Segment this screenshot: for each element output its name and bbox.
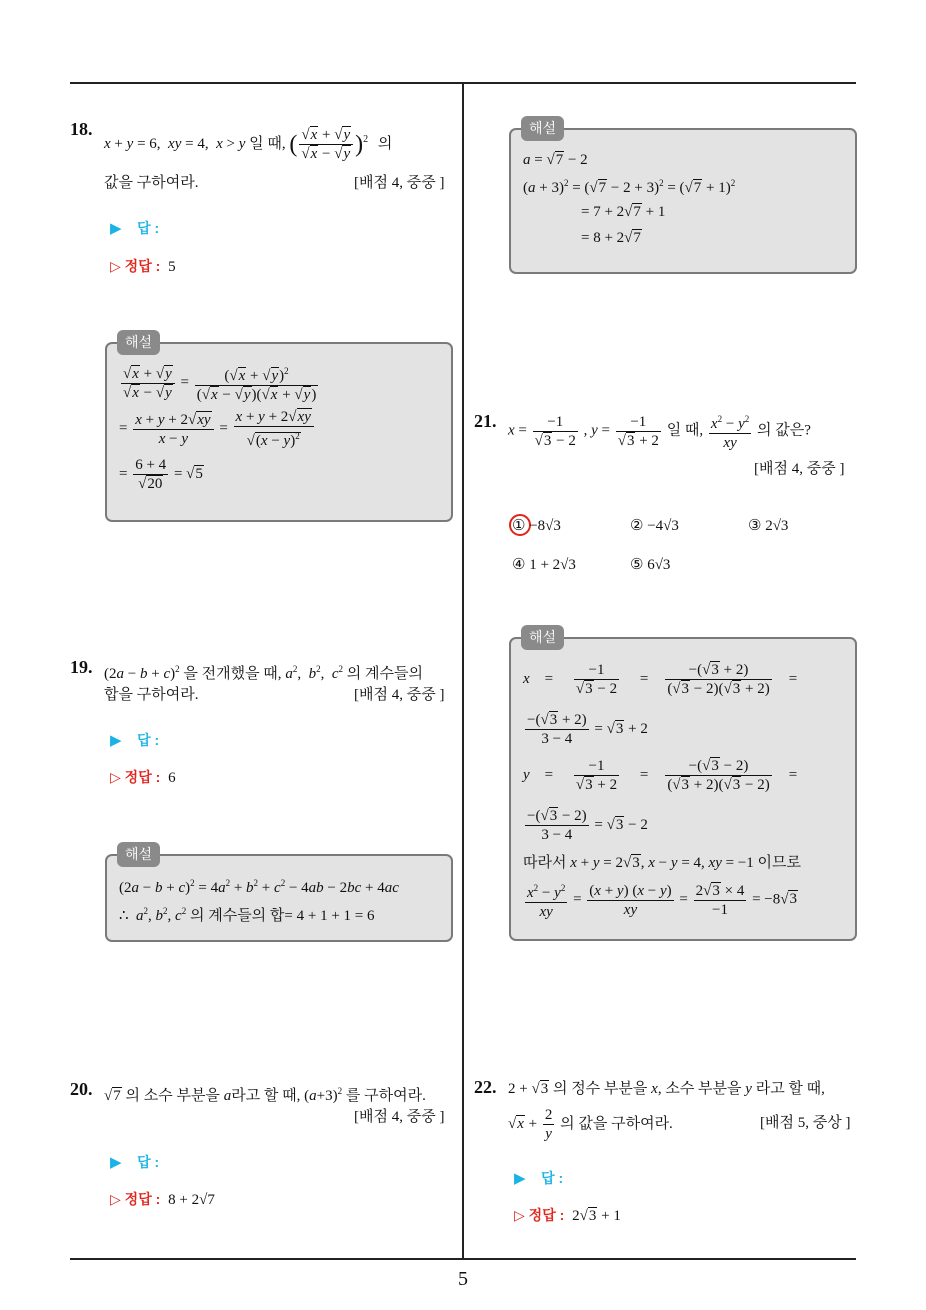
question-number: 18. [70, 119, 93, 139]
question-text: $(2a - b + c)^2$ 을 전개했을 때, $a^2$, $b^2$, $c^2$ 의 계수들의 [104, 664, 423, 682]
triangle-outline-icon: ▷ [514, 1207, 525, 1223]
choice-1[interactable]: ① −8√3 [512, 518, 561, 534]
solution-box-21: 해설 x = $\frac{-1}{√3 - 2}$ = $\frac{-(√3 + 2)}{(√3 - 2)(√3 + 2)}$ = $\frac{-(√3 + 2)}{3 - 4}$ = √3 + 2 y = $\frac{-1}{√3 + 2}$ = $\frac{-(√3 - 2)}{(√3 + 2)(√3 - 2)}$ = $\frac{-(√3 - 2)}{3 - 4}$ = √3 − 2 따라서 x + y = 2√3, x − y = 4, xy = −1 이므로 $\frac{x^2 - y^2}{xy}$ = $\frac{(x + y) (x - y)}{xy}$ = $\frac{2√3 \times 4}{-1}$ = −8√3 [509, 637, 857, 941]
choice-3[interactable]: ③ 2√3 [748, 518, 789, 534]
solution-box-18: 해설 $\frac{√x + √y}{√x - √y}$ = $\frac{(√x + √y)^2}{(√x - √y)(√x + √y)}$ = $\frac{x + y + 2√xy}{x - y}$ = $\frac{x + y + 2√xy}{√(x - y)^2}$ = $\frac{6 + 4}{√20}$ = √5 [105, 342, 453, 522]
score: [배점 4, 중중 ] [354, 687, 445, 703]
correct-answer-18: ▷ 정답 : 5 [110, 258, 176, 275]
bottom-rule [70, 1258, 856, 1260]
choice-2[interactable]: ② −4√3 [630, 518, 679, 534]
correct-answer-20: ▷ 정답 : 8 + 2√7 [110, 1191, 215, 1208]
question-text: √7 의 소수 부분을 a라고 할 때, $(a+3)^2$ 를 구하여라. [104, 1086, 426, 1104]
choice-4[interactable]: ④ 1 + 2√3 [512, 557, 576, 573]
question-18 [70, 118, 454, 191]
answer-line-20: ▶ 답 : [110, 1154, 160, 1171]
page-number: 5 [458, 1268, 468, 1290]
question-21 [474, 410, 858, 477]
solution-tag: 해설 [117, 330, 160, 355]
question-text-line2: 합을 구하여라. [104, 687, 199, 703]
triangle-outline-icon: ▷ [110, 258, 121, 274]
question-number: 22. [474, 1077, 497, 1097]
solution-tag: 해설 [521, 116, 564, 141]
triangle-outline-icon: ▷ [110, 1191, 121, 1207]
question-text: x = $\frac{-1}{√3 - 2}$ , y = $\frac{-1}{√3 + 2}$ 일 때, $\frac{x^2 - y^2}{xy}$ 의 값은? [508, 413, 811, 451]
triangle-outline-icon: ▷ [110, 769, 121, 785]
answer-line-19: ▶ 답 : [110, 732, 160, 749]
answer-line-18: ▶ 답 : [110, 220, 160, 237]
correct-answer-22: ▷ 정답 : 2√3 + 1 [514, 1207, 621, 1224]
score: [배점 4, 중중 ] [354, 1109, 445, 1125]
triangle-icon: ▶ [110, 220, 122, 237]
solution-tag: 해설 [117, 842, 160, 867]
solution-tag: 해설 [521, 625, 564, 650]
question-19 [70, 656, 454, 703]
triangle-icon: ▶ [514, 1170, 526, 1187]
choice-5[interactable]: ⑤ 6√3 [630, 557, 671, 573]
question-number: 19. [70, 657, 93, 677]
triangle-icon: ▶ [110, 732, 122, 749]
answer-line-22: ▶ 답 : [514, 1170, 564, 1187]
solution-box-19: 해설 $(2a - b + c)^2 = 4a^2 + b^2 + c^2 - 4ab - 2bc + 4ac$ ∴ $a^2$, $b^2$, $c^2$ 의 계수들의 합= 4 + 1 + 1 = 6 [105, 854, 453, 942]
question-text: 2 + √3 의 정수 부분을 x, 소수 부분을 y 라고 할 때, [508, 1081, 825, 1097]
score: [배점 5, 중상 ] [760, 1115, 851, 1131]
question-text-line2: √x + $\frac{2}{y}$ 의 값을 구하여라. [508, 1107, 673, 1142]
question-text: x + y = 6, xy = 4, x > y 일 때, ( $\frac{√x + √y}{√x - √y}$ )$^2$ 의 [104, 127, 393, 162]
score: [배점 4, 중중 ] [754, 461, 845, 477]
question-number: 20. [70, 1079, 93, 1099]
solution-box-20: 해설 a = √7 − 2 $(a + 3)^2 = (√7 - 2 + 3)^2 = (√7 + 1)^2$ = 7 + 2√7 + 1 = 8 + 2√7 [509, 128, 857, 274]
score: [배점 4, 중중 ] [354, 175, 445, 191]
column-divider [462, 84, 464, 1258]
triangle-icon: ▶ [110, 1154, 122, 1171]
question-text-line2: 값을 구하여라. [104, 175, 199, 191]
question-20 [70, 1078, 454, 1125]
question-22 [474, 1076, 858, 1142]
question-number: 21. [474, 411, 497, 431]
correct-answer-19: ▷ 정답 : 6 [110, 769, 176, 786]
